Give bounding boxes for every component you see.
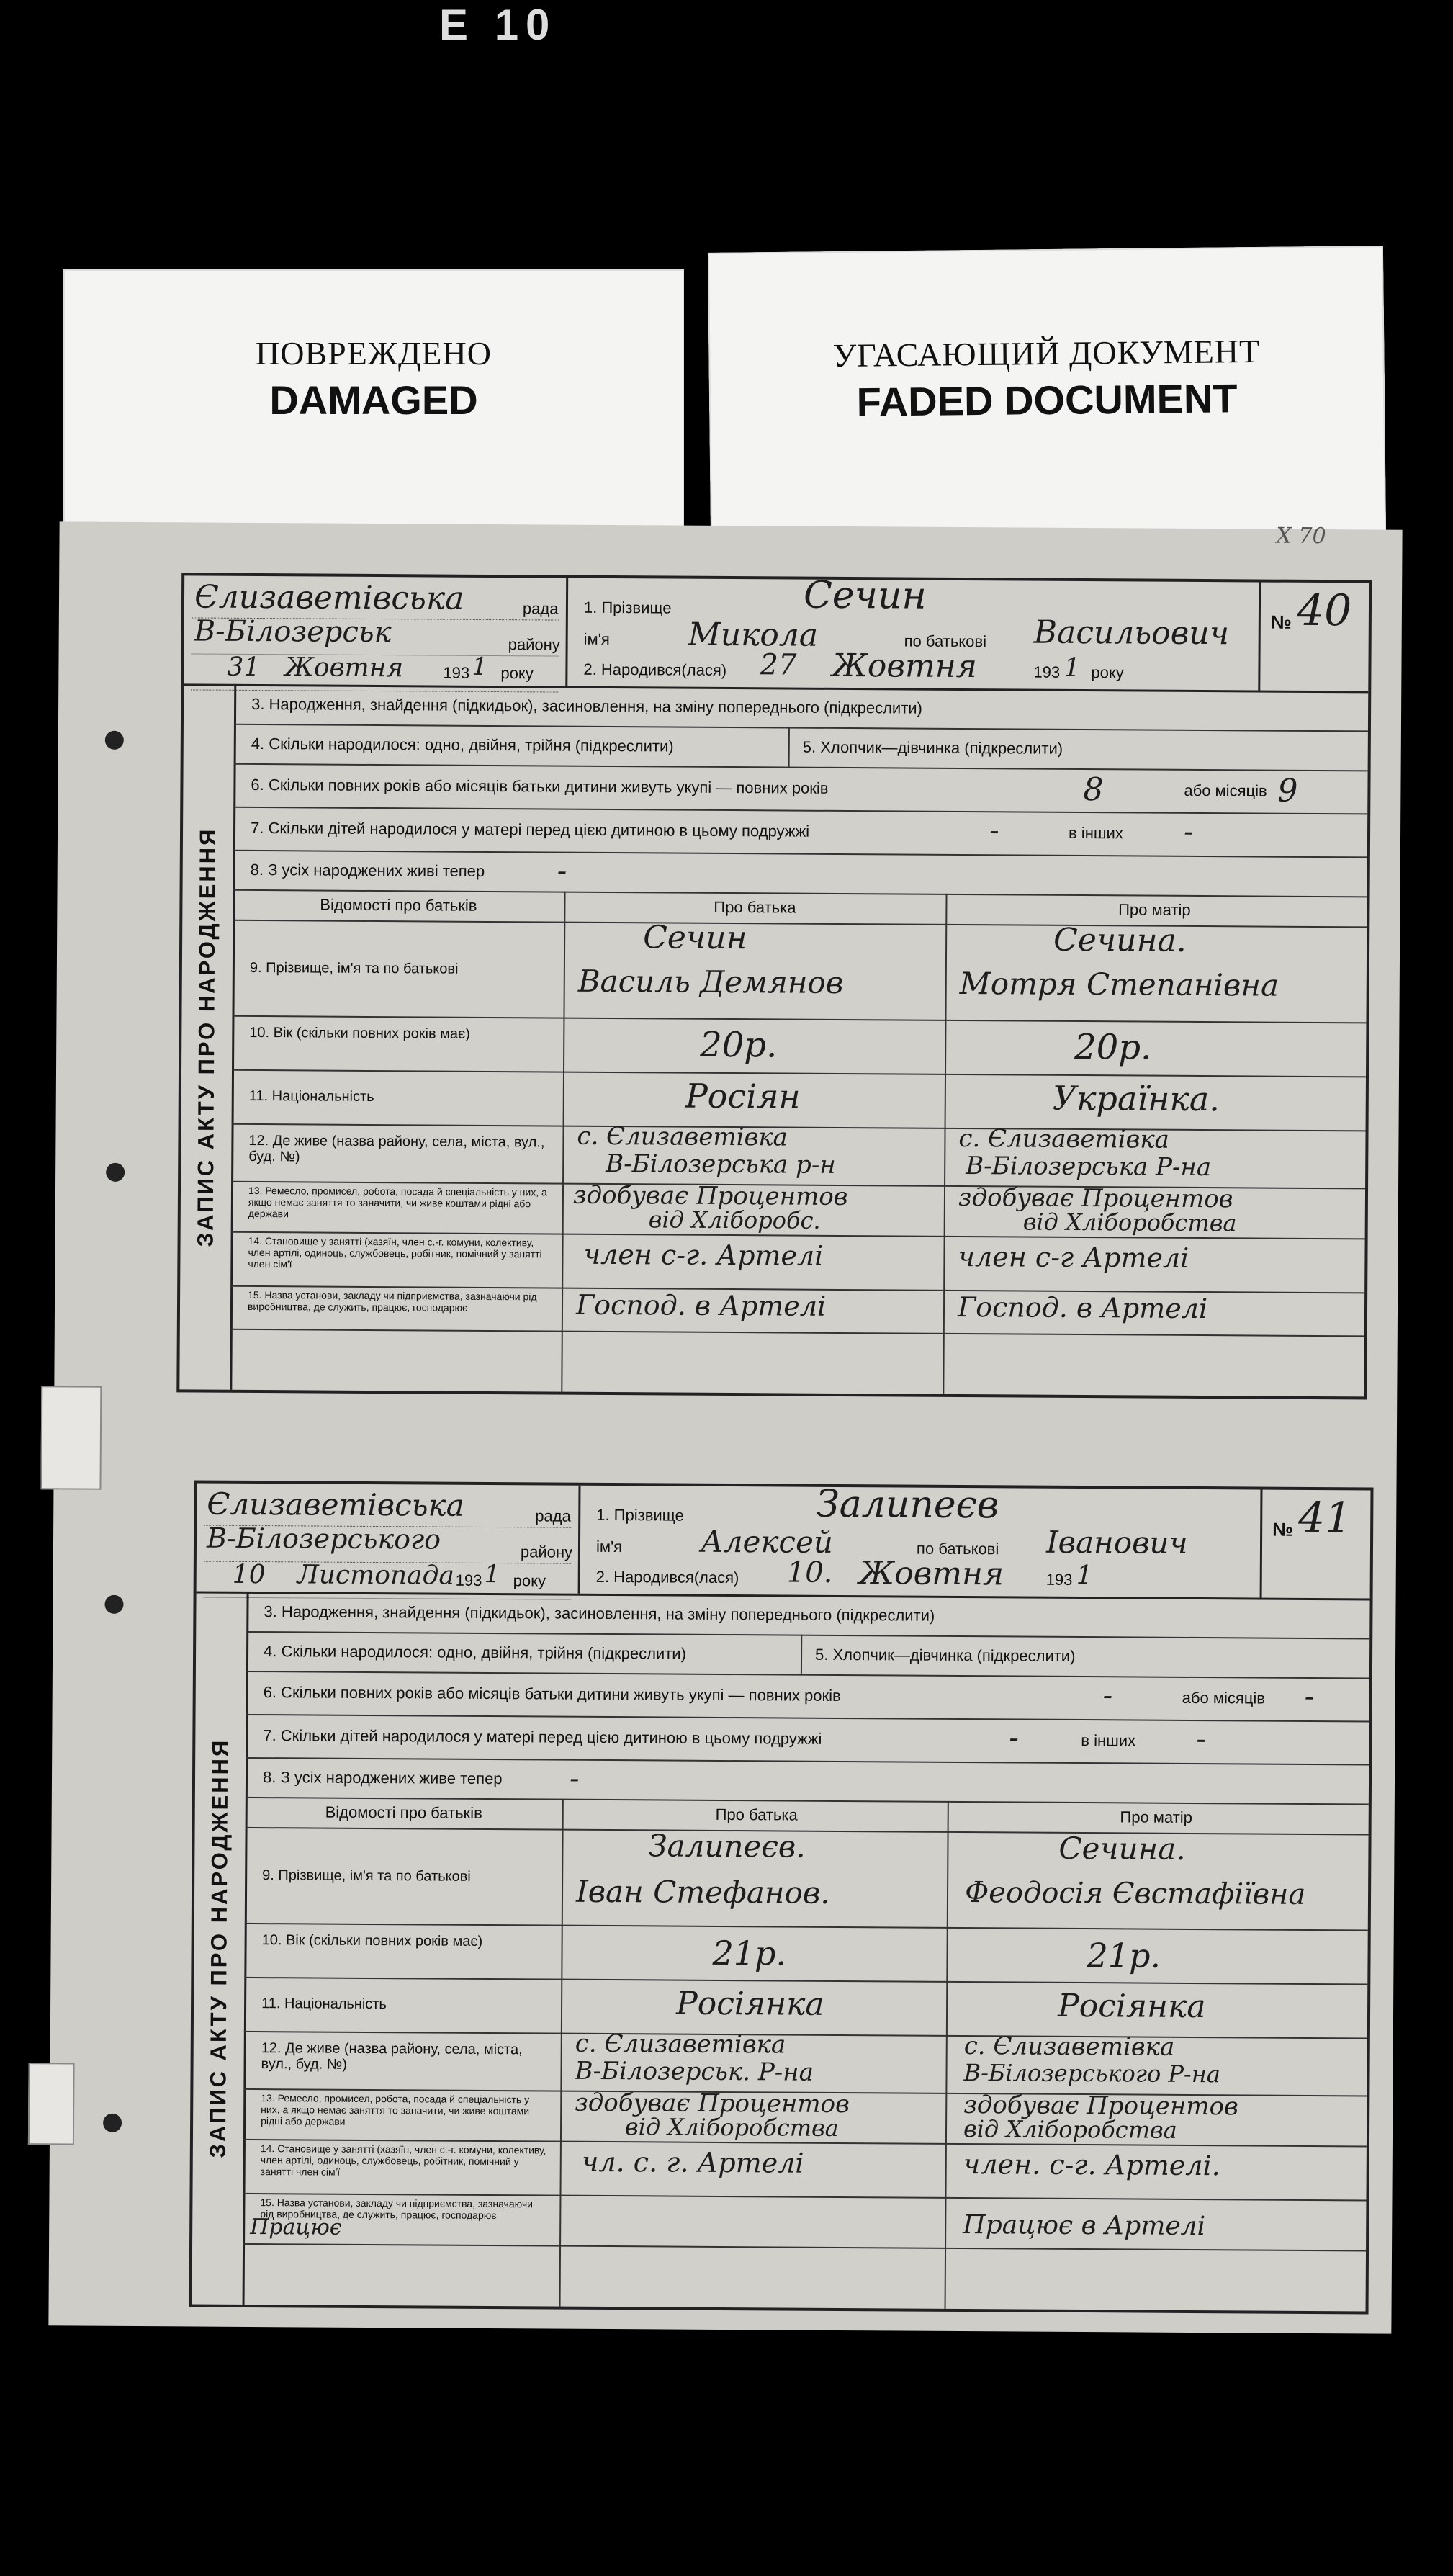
- record-questions: 3. Народження, знайдення (підкидьок), засиновлення, на зміну попереднього (підкреслити) 4. Скільки народилося: одно, двійня, трійня (підкреслити) 5. Хлопчик—дівчинка (підкреслити) 6. Скільки повних років або місяців батьки дитини живуть укупі — повних років - або місяців - 7. Скільки дітей народилося у матері перед цією дитиною в цьому подружжі - в інших - 8. З усіх народжених живе тепер -: [245, 1592, 1369, 1854]
- record-number: 41: [1298, 1492, 1352, 1543]
- punch-hole: [104, 1595, 123, 1614]
- birth-record-41: [189, 1480, 1374, 2314]
- torn-paper-patch: [40, 1386, 102, 1490]
- corner-mark: Х 70: [1276, 523, 1326, 549]
- damaged-label-en: DAMAGED: [269, 377, 478, 423]
- rada-name: Єлизаветівська: [207, 1486, 464, 1523]
- parents-table: Відомості про батьків Про батька Про матір 9. Прізвище, ім'я та по батькові 10. Вік (скільки повних років має) 11. Національність 12. Де живе (назва району, села, міста, вул., буд. №) 13. Ремесло, промисел, робота, посада й спеціальність у них, а якщо немає заняття то заначити, чи живе коштами рідні або держави 14. Становище у занятті (хазяїн, член с.-г. комуни, колективу, член артілі, одиноць, службовець, робітник, помічний у занятті член сім'ї 15. Назва установи, закладу чи підприємства, зазначаючи рід виробництва, де служить, працює, господарює Сечин Василь Демянов 20р. Росіян с. Єлизаветівка В-Білозерська р-н здобуває Процентов від Хліборобс. член с-г. Артелі Господ. в Артелі Сечина. Мотря Степанівна 20р. Українка. с. Єлизаветівка В-Білозерська Р-на здобуває Процентов від Хліборобства член с-г Артелі Господ. в Артелі: [230, 889, 1367, 1397]
- registration-block: Єлизаветівська рада В-Білозерського району 10 Листопада 193 1 року: [197, 1484, 581, 1594]
- faded-label-card: [708, 246, 1386, 541]
- parents-table: Відомості про батьків Про батька Про матір 9. Прізвище, ім'я та по батькові 10. Вік (скільки повних років має) 11. Національність 12. Де живе (назва району, села, міста, вул., буд. №) 13. Ремесло, промисел, робота, посада й спеціальність у них, а якщо немає заняття то заначити, чи живе коштами рідні або держави 14. Становище у занятті (хазяїн, член с.-г. комуни, колективу, член артілі, одиноць, службовець, робітник, помічний у занятті член сім'ї 15. Назва установи, закладу чи підприємства, зазначаючи рід виробництва, де служить, працює, господарює Залипеєв. Іван Стефанов. 21р. Росіянка с. Єлизаветівка В-Білозерськ. Р-на здобуває Процентов від Хліборобства чл. с. г. Артелі Працює Сечина. Феодосія Євстафіївна 21р. Росіянка с. Єлизаветівка В-Білозерського Р-на здобуває Процентов від Хліборобства член. с-г. Артелі. Працює в Артелі: [243, 1797, 1369, 2312]
- torn-paper-patch: [28, 2063, 75, 2145]
- side-title: ЗАПИС АКТУ ПРО НАРОДЖЕННЯ: [179, 683, 236, 1389]
- registration-block: Єлизаветівська рада В-Білозерськ району 31 Жовтня 193 1 року: [184, 575, 568, 686]
- child-patronymic: Іванович: [1045, 1524, 1188, 1561]
- child-patronymic: Васильович: [1033, 614, 1230, 652]
- punch-hole: [106, 1163, 125, 1182]
- child-surname: Сечин: [803, 573, 927, 618]
- rada-name: Єлизаветівська: [194, 578, 464, 617]
- faded-label-en: FADED DOCUMENT: [856, 375, 1238, 425]
- damaged-label-card: [63, 269, 684, 543]
- child-name: Алексей: [700, 1523, 834, 1560]
- punch-hole: [105, 731, 124, 750]
- record-number-box: № 41: [1260, 1490, 1371, 1599]
- child-name: Микола: [688, 616, 819, 654]
- record-header: Єлизаветівська рада В-Білозерськ району 31 Жовтня 193 1 року 1. Прізвище Сечин ім'я Микола по батькові Васильович 2. Народився(лася) 27 Жовтня 193 1 року № 40: [184, 575, 1369, 693]
- record-number: 40: [1296, 585, 1352, 637]
- damaged-label-ru: ПОВРЕЖДЕНО: [256, 335, 492, 372]
- birth-record-40: [176, 573, 1372, 1399]
- faded-label-ru: УГАСАЮЩИЙ ДОКУМЕНТ: [832, 332, 1261, 374]
- record-questions: 3. Народження, знайдення (підкидьок), засиновлення, на зміну попереднього (підкреслити) 4. Скільки народилося: одно, двійня, трійня (підкреслити) 5. Хлопчик—дівчинка (підкреслити) 6. Скільки повних років або місяців батьки дитини живуть укупі — повних років 8 або місяців 9 7. Скільки дітей народилося у матері перед цією дитиною в цьому подружжі - в інших - 8. З усіх народжених живі тепер -: [233, 684, 1368, 947]
- punch-hole: [103, 2114, 122, 2132]
- record-number-box: № 40: [1258, 583, 1369, 691]
- side-title: ЗАПИС АКТУ ПРО НАРОДЖЕННЯ: [192, 1592, 249, 2305]
- top-frame-mark: E 10: [439, 1, 557, 49]
- register-page: [48, 521, 1402, 2333]
- raion-name: В-Білозерського: [206, 1522, 441, 1556]
- record-header: Єлизаветівська рада В-Білозерського району 10 Листопада 193 1 року 1. Прізвище Залипеєв ім'я Алексей по батькові Іванович 2. Народився(лася) 10. Жовтня 193 1 № 41: [197, 1484, 1371, 1601]
- child-surname: Залипеєв: [816, 1482, 999, 1527]
- raion-name: В-Білозерськ: [194, 614, 392, 650]
